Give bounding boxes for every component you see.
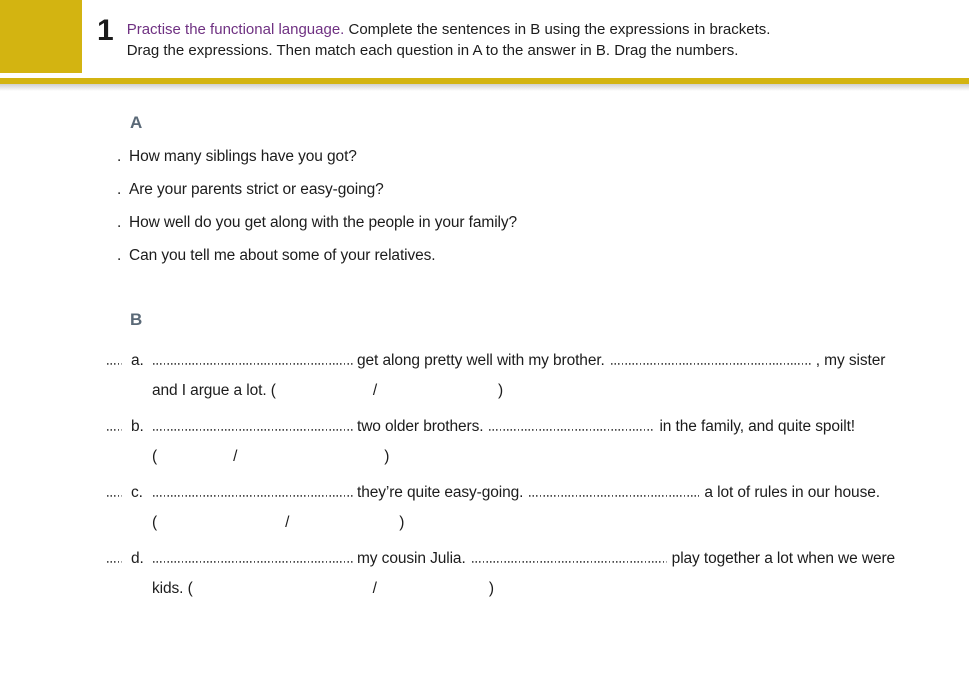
- answer-continuation: (: [152, 514, 158, 531]
- bracket-slash: /: [285, 514, 290, 531]
- section-b-label: B: [130, 310, 143, 329]
- answer-text-2: play together a lot when we were: [671, 550, 896, 567]
- answer-item-d: [107, 544, 969, 604]
- bracket-expression-slot-2[interactable]: [237, 449, 384, 461]
- bracket-slash: /: [233, 448, 238, 465]
- question-marker: .: [117, 148, 122, 165]
- answer-item-b: [107, 412, 969, 472]
- answer-line-1: [107, 544, 969, 574]
- expression-blank-2[interactable]: [611, 355, 811, 365]
- bracket-close: ): [488, 580, 494, 597]
- question-text: Can you tell me about some of your relatives.: [129, 247, 436, 264]
- question-marker: .: [117, 214, 122, 231]
- number-slot[interactable]: [107, 355, 122, 365]
- expression-blank-1[interactable]: [153, 487, 353, 497]
- question-text: How well do you get along with the people in your family?: [129, 214, 518, 231]
- bracket-expression-slot-2[interactable]: [377, 383, 498, 395]
- bracket-expression-slot-1[interactable]: [193, 581, 373, 593]
- question-marker: .: [117, 247, 122, 264]
- bracket-slash: /: [372, 580, 377, 597]
- question-item: [107, 147, 969, 167]
- header-row: [0, 0, 969, 61]
- number-slot[interactable]: [107, 421, 122, 431]
- answer-item-c: [107, 478, 969, 538]
- bracket-expression-slot-1[interactable]: [157, 449, 233, 461]
- instruction-highlight: Practise the functional language.: [126, 21, 345, 38]
- question-text: Are your parents strict or easy-going?: [129, 181, 384, 198]
- question-item: [107, 246, 969, 266]
- expression-blank-1[interactable]: [153, 421, 353, 431]
- answer-letter: d.: [131, 550, 144, 567]
- section-a: [107, 113, 969, 266]
- answer-line-1: [107, 412, 969, 442]
- number-slot[interactable]: [107, 553, 122, 563]
- section-b: [107, 310, 969, 604]
- bracket-expression-slot-2[interactable]: [377, 581, 489, 593]
- number-drop-slot[interactable]: [107, 217, 117, 227]
- instruction-line-1: [127, 19, 927, 40]
- exercise-instruction: [127, 15, 927, 61]
- expression-blank-2[interactable]: [489, 421, 654, 431]
- number-slot[interactable]: [107, 487, 122, 497]
- exercise-body: [0, 91, 969, 604]
- bracket-expression-slot-1[interactable]: [276, 383, 373, 395]
- number-drop-slot[interactable]: [107, 184, 117, 194]
- expression-blank-1[interactable]: [153, 355, 353, 365]
- divider-shadow: [0, 84, 969, 91]
- bracket-expression-slot-2[interactable]: [289, 515, 399, 527]
- instruction-line-2: Drag the expressions. Then match each question in A to the answer in B. Drag the numbers.: [126, 42, 739, 59]
- exercise-header: [0, 0, 969, 78]
- answer-letter: a.: [131, 352, 144, 369]
- corner-accent-block: [0, 0, 82, 73]
- expression-blank-2[interactable]: [529, 487, 699, 497]
- question-list: [107, 147, 969, 266]
- answer-text-1: my cousin Julia.: [357, 550, 466, 567]
- answer-line-2: [152, 508, 969, 538]
- answer-text-2: , my sister: [815, 352, 886, 369]
- answer-continuation: (: [152, 448, 158, 465]
- number-drop-slot[interactable]: [107, 151, 117, 161]
- answer-continuation: kids. (: [152, 580, 193, 597]
- answer-text-2: a lot of rules in our house.: [704, 484, 880, 501]
- answer-continuation: and I argue a lot. (: [152, 382, 276, 399]
- answer-line-2: [152, 442, 969, 472]
- bracket-expression-slot-1[interactable]: [157, 515, 285, 527]
- answer-letter: b.: [131, 418, 144, 435]
- answer-text-1: get along pretty well with my brother.: [357, 352, 605, 369]
- question-item: [107, 213, 969, 233]
- answer-text-1: two older brothers.: [357, 418, 484, 435]
- instruction-line1-rest: Complete the sentences in B using the expressions in brackets.: [344, 21, 771, 38]
- bracket-close: ): [498, 382, 504, 399]
- number-drop-slot[interactable]: [107, 250, 117, 260]
- question-item: [107, 180, 969, 200]
- bracket-close: ): [399, 514, 405, 531]
- expression-blank-1[interactable]: [153, 553, 353, 563]
- expression-blank-2[interactable]: [472, 553, 667, 563]
- answer-text-1: they’re quite easy-going.: [357, 484, 524, 501]
- question-text: How many siblings have you got?: [129, 148, 357, 165]
- answer-line-1: [107, 346, 969, 376]
- answer-text-2: in the family, and quite spoilt!: [659, 418, 856, 435]
- answer-item-a: [107, 346, 969, 406]
- answer-line-2: [152, 376, 969, 406]
- answer-line-2: [152, 574, 969, 604]
- answer-line-1: [107, 478, 969, 508]
- section-a-label: A: [130, 113, 143, 132]
- exercise-number: 1: [97, 14, 113, 47]
- bracket-close: ): [384, 448, 390, 465]
- answer-letter: c.: [131, 484, 143, 501]
- question-marker: .: [117, 181, 122, 198]
- bracket-slash: /: [372, 382, 378, 399]
